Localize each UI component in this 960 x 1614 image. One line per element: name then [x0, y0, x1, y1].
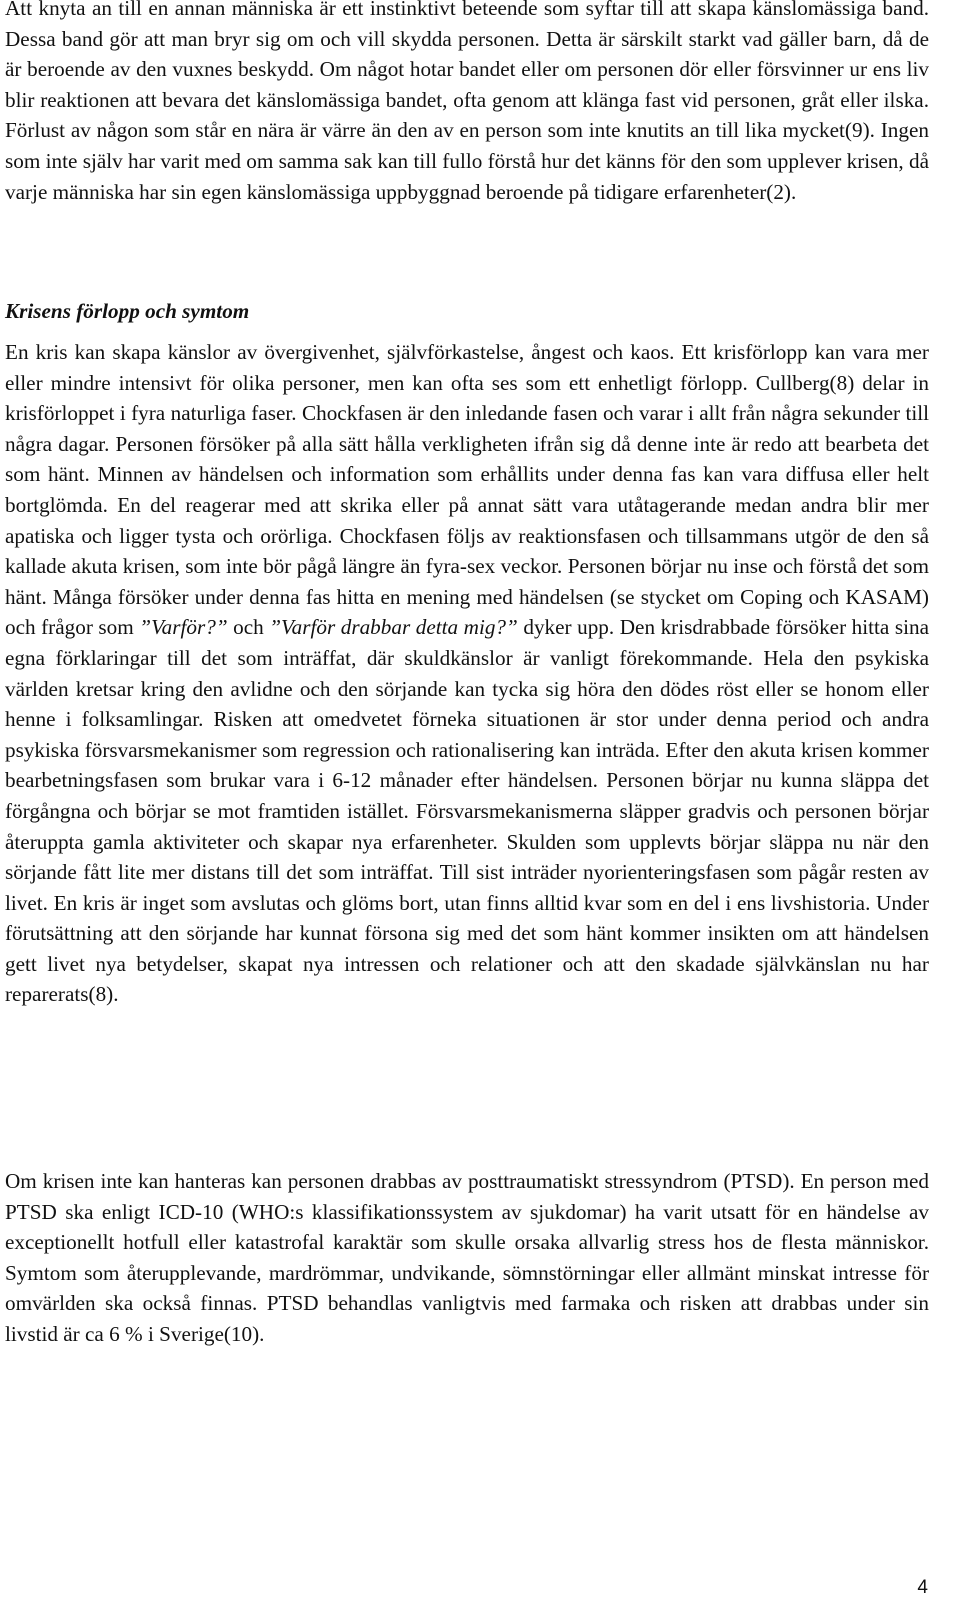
paragraph-text: och [233, 615, 264, 640]
quoted-question: ”Varför?” [133, 615, 234, 640]
document-page [5, 0, 929, 1346]
body-paragraph: Att knyta an till en annan människa är ett instinktivt beteende som syftar till att skapa känslomässiga band. Dessa band gör att man bryr sig om och vill skydda personen. Detta är särskilt starkt vad gäller barn, då de är beroende av den vuxnes beskydd. Om något hotar bandet eller om personen dör eller försvinner ur ens liv blir reaktionen att bevara det känslomässiga bandet, ofta genom att klänga fast vid personen, gråt eller ilska. Förlust av någon som står en nära är värre än den av en person som inte knutits an till lika mycket(9). Ingen som inte själv har varit med om samma sak kan till fullo förstå hur det känns för den som upplever krisen, då varje människa har sin egen känslomässiga uppbyggnad beroende på tidigare erfarenheter(2). [5, 0, 929, 204]
paragraph-text: dyker upp. Den krisdrabbade försöker hitta sina egna förklaringar till det som inträffat, där skuldkänslor är vanligt förekommande. Hela den psykiska världen kretsar kring den avlidne och den sörjande kan tycka sig höra den dödes röst eller se honom eller henne i folksamlingar. Risken att omedvetet förneka situationen är stor under denna period och andra psykiska försvarsmekanismer som regression och rationalisering kan inträda. Efter den akuta krisen kommer bearbetningsfasen som brukar vara i 6-12 månader efter händelsen. Personen börjar nu kunna släppa det förgångna och börjar se mot framtiden istället. Försvarsmekanismerna släpper gradvis och personen börjar återuppta gamla aktiviteter och skapar nya erfarenheter. Skulden som upplevts börjar släppa nu när den sörjande fått lite mer distans till det som inträffat. Till sist inträder nyorienteringsfasen som pågår resten av livet. En kris är inget som avslutas och glöms bort, utan finns alltid kvar som en del i ens livshistoria. Under förutsättning att den sörjande har kunnat försona sig med det som hänt kommer insikten om att händelsen gett livet nya betydelser, skapat nya intressen och relationer och att den skadade självkänslan nu har reparerats(8). [5, 615, 929, 1007]
body-paragraph [5, 337, 929, 1010]
body-paragraph: Om krisen inte kan hanteras kan personen drabbas av posttraumatiskt stressyndrom (PTSD). En person med PTSD ska enligt ICD-10 (WHO:s klassifikationssystem av sjukdomar) ha varit utsatt för en händelse av exceptionellt hotfull eller katastrofal karaktär som skulle orsaka allvarlig stress hos de flesta människor. Symtom som återupplevande, mardrömmar, undvikande, sömnstörningar eller allmänt minskat intresse för omvärlden ska också finnas. PTSD behandlas vanligtvis med farmaka och risken att drabbas under sin livstid är ca 6 % i Sverige(10). [5, 1169, 929, 1346]
page-number: 4 [917, 1577, 928, 1598]
paragraph-text: En kris kan skapa känslor av övergivenhet, självförkastelse, ångest och kaos. Ett krisförlopp kan vara mer eller mindre intensivt för olika personer, men kan ofta ses som ett enhetligt förlopp. Cullberg(8) delar in krisförloppet i fyra naturliga faser. Chockfasen är den inledande fasen och varar i allt från några sekunder till några dagar. Personen försöker på alla sätt hålla verkligheten ifrån sig då denne inte är redo att bearbeta det som hänt. Minnen av händelsen och information som erhållits under denna fas kan vara diffusa eller helt bortglömda. En del reagerar med att skrika eller på annat sätt vara utåtagerande medan andra blir mer apatiska och ligger tysta och orörliga. Chockfasen följs av reaktionsfasen och tillsammans utgör de den så kallade akuta krisen, som inte bör pågå längre än fyra-sex veckor. Personen börjar nu inse och förstå det som hänt. Många försöker under denna fas hitta en mening med händelsen (se stycket om Coping och KASAM) och frågor som [5, 340, 929, 640]
quoted-question: ”Varför drabbar detta mig?” [263, 615, 524, 640]
section-heading: Krisens förlopp och symtom [5, 299, 250, 323]
